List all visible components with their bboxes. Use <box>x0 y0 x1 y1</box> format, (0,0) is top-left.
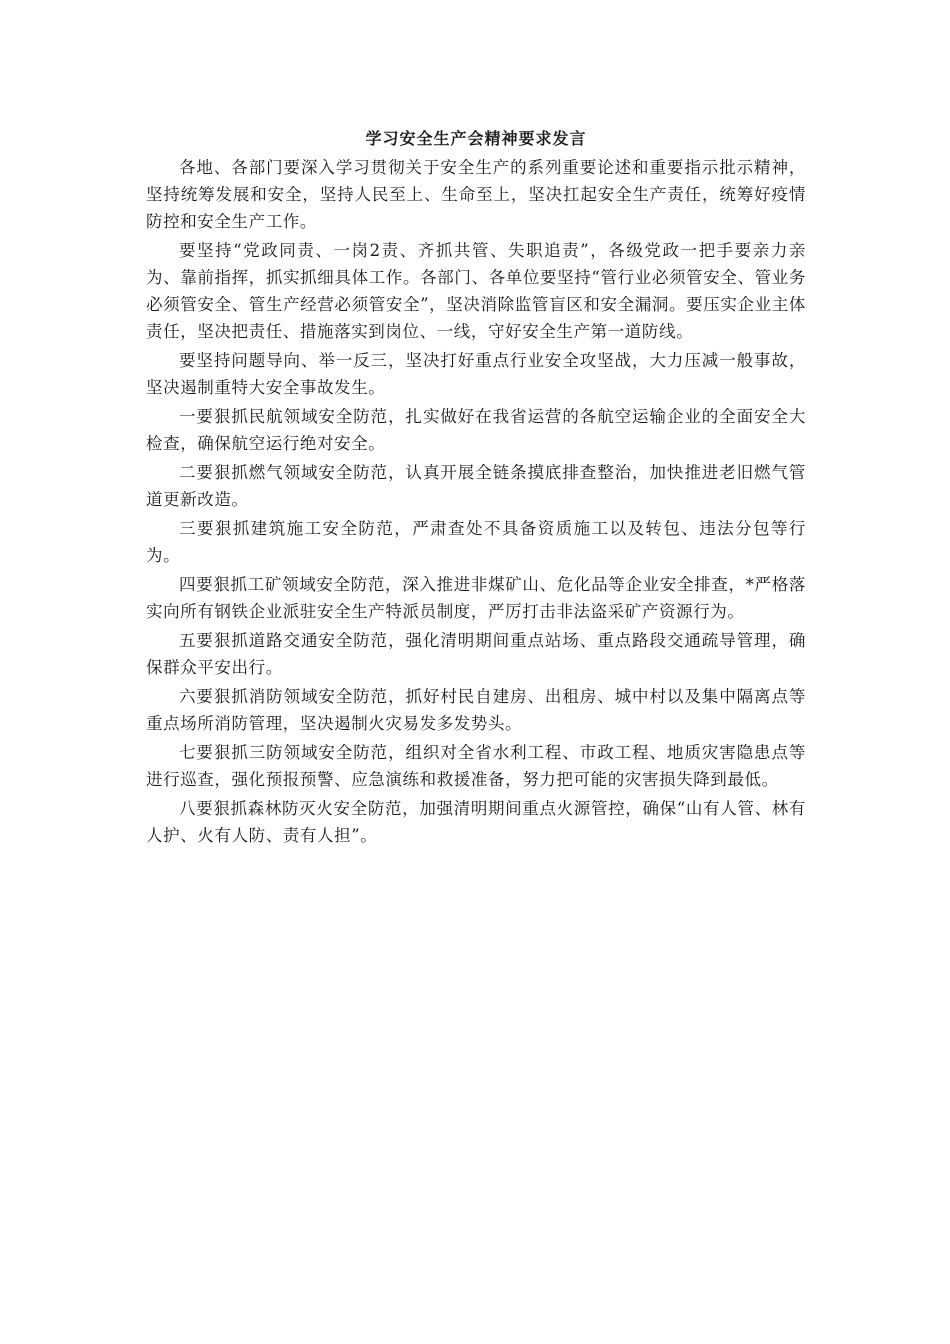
document-body <box>146 128 806 851</box>
paragraph-construction: 三要狠抓建筑施工安全防范，严肃查处不具备资质施工以及转包、违法分包等行为。 <box>146 519 806 565</box>
paragraph-fire-protection: 六要狠抓消防领域安全防范，抓好村民自建房、出租房、城中村以及集中隔离点等重点场所消防管理，坚决遏制火灾易发多发势头。 <box>146 687 806 733</box>
paragraph-flood-prevention: 七要狠抓三防领域安全防范，组织对全省水利工程、市政工程、地质灾害隐患点等进行巡查，强化预报预警、应急演练和救援准备，努力把可能的灾害损失降到最低。 <box>146 743 806 789</box>
paragraph-road-traffic: 五要狠抓道路交通安全防范，强化清明期间重点站场、重点路段交通疏导管理，确保群众平安出行。 <box>146 631 806 677</box>
paragraph-responsibility: 要坚持“党政同责、一岗2责、齐抓共管、失职追责”，各级党政一把手要亲力亲为、靠前指挥，抓实抓细具体工作。各部门、各单位要坚持“管行业必须管安全、管业务必须管安全、管生产经营必须管安全”，坚决消除监管盲区和安全漏洞。要压实企业主体责任，坚决把责任、措施落实到岗位、一线，守好安全生产第一道防线。 <box>146 241 806 341</box>
paragraph-intro: 各地、各部门要深入学习贯彻关于安全生产的系列重要论述和重要指示批示精神，坚持统筹发展和安全，坚持人民至上、生命至上，坚决扛起安全生产责任，统筹好疫情防控和安全生产工作。 <box>146 158 806 231</box>
paragraph-aviation: 一要狠抓民航领域安全防范，扎实做好在我省运营的各航空运输企业的全面安全大检查，确保航空运行绝对安全。 <box>146 407 806 453</box>
paragraph-gas: 二要狠抓燃气领域安全防范，认真开展全链条摸底排查整治，加快推进老旧燃气管道更新改造。 <box>146 463 806 509</box>
document-title: 学习安全生产会精神要求发言 <box>365 129 587 148</box>
paragraph-forest-fire: 八要狠抓森林防灭火安全防范，加强清明期间重点火源管控，确保“山有人管、林有人护、火有人防、责有人担”。 <box>146 799 806 845</box>
paragraph-mining: 四要狠抓工矿领域安全防范，深入推进非煤矿山、危化品等企业安全排查，*严格落实向所有钢铁企业派驻安全生产特派员制度，严厉打击非法盗采矿产资源行为。 <box>146 575 806 621</box>
paragraph-problem-oriented: 要坚持问题导向、举一反三，坚决打好重点行业安全攻坚战，大力压减一般事故，坚决遏制重特大安全事故发生。 <box>146 351 806 397</box>
